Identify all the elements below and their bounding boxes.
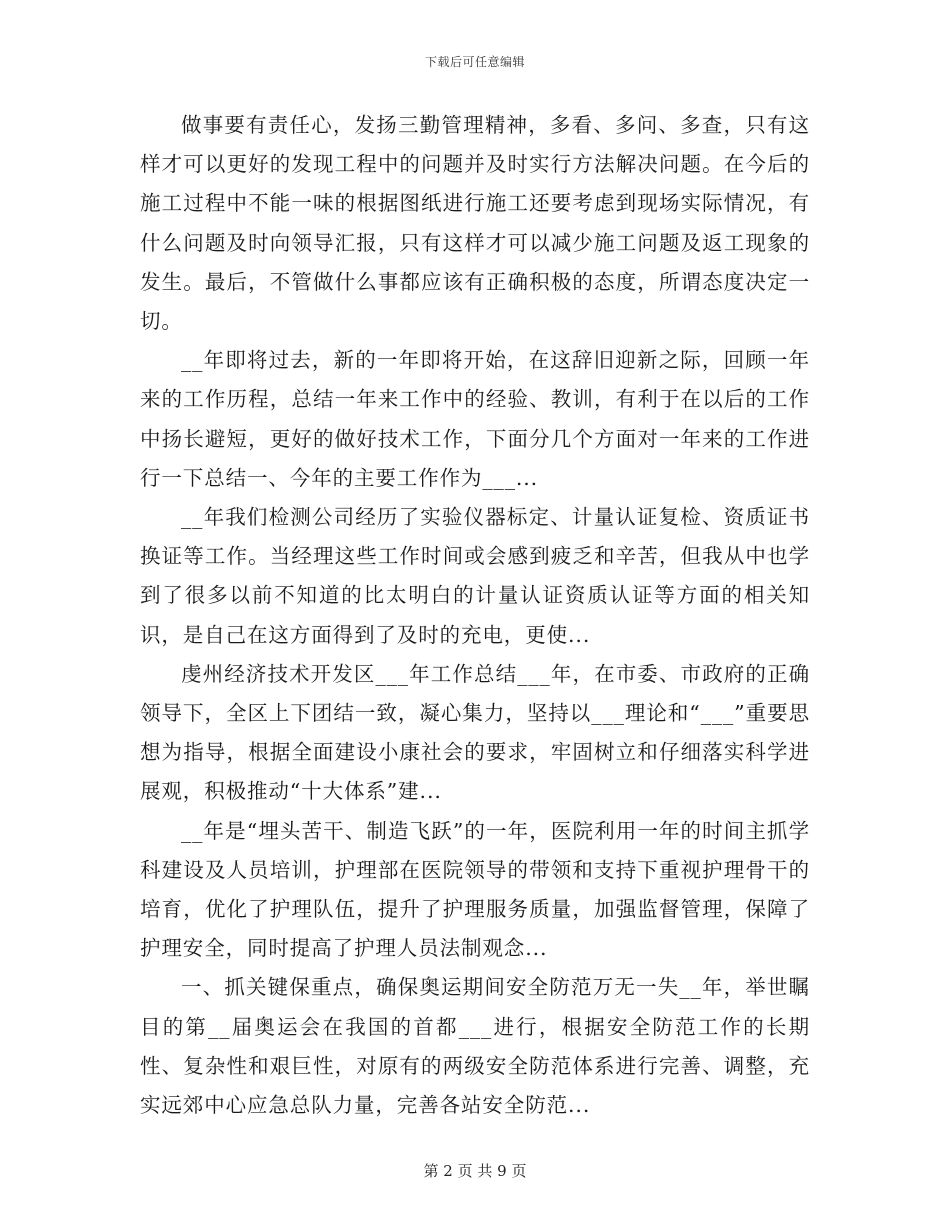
- paragraph-5: __年是“埋头苦干、制造飞跃”的一年，医院利用一年的时间主抓学科建设及人员培训，护理部在医院领导的带领和支持下重视护理骨干的培育，优化了护理队伍，提升了护理服务质量，加强监督管理，保障了护理安全，同时提高了护理人员法制观念...: [140, 818, 810, 961]
- document-body: [140, 106, 810, 1125]
- paragraph-4: 虔州经济技术开发区___年工作总结___年，在市委、市政府的正确领导下，全区上下团结一致，凝心集力，坚持以___理论和“___”重要思想为指导，根据全面建设小康社会的要求，牢固树立和仔细落实科学进展观，积极推动“十大体系”建...: [140, 661, 810, 804]
- paragraph-1: 做事要有责任心，发扬三勤管理精神，多看、多问、多查，只有这样才可以更好的发现工程中的问题并及时实行方法解决问题。在今后的施工过程中不能一味的根据图纸进行施工还要考虑到现场实际情况，有什么问题及时向领导汇报，只有这样才可以减少施工问题及返工现象的发生。最后，不管做什么事都应该有正确积极的态度，所谓态度决定一切。: [140, 113, 810, 334]
- paragraph-6: 一、抓关键保重点，确保奥运期间安全防范万无一失__年，举世瞩目的第__届奥运会在我国的首都___进行，根据安全防范工作的长期性、复杂性和艰巨性，对原有的两级安全防范体系进行完善、调整，充实远郊中心应急总队力量，完善各站安全防范...: [140, 975, 810, 1118]
- paragraph-3: __年我们检测公司经历了实验仪器标定、计量认证复检、资质证书换证等工作。当经理这些工作时间或会感到疲乏和辛苦，但我从中也学到了很多以前不知道的比太明白的计量认证资质认证等方面的相关知识，是自己在这方面得到了及时的充电，更使...: [140, 505, 810, 647]
- page-header: 下载后可任意编辑: [424, 55, 525, 69]
- page-number: 第 2 页 共 9 页: [423, 1162, 527, 1180]
- paragraph-2: __年即将过去，新的一年即将开始，在这辞旧迎新之际，回顾一年来的工作历程，总结一年来工作中的经验、教训，有利于在以后的工作中扬长避短，更好的做好技术工作，下面分几个方面对一年来的工作进行一下总结一、今年的主要工作作为___...: [140, 348, 810, 490]
